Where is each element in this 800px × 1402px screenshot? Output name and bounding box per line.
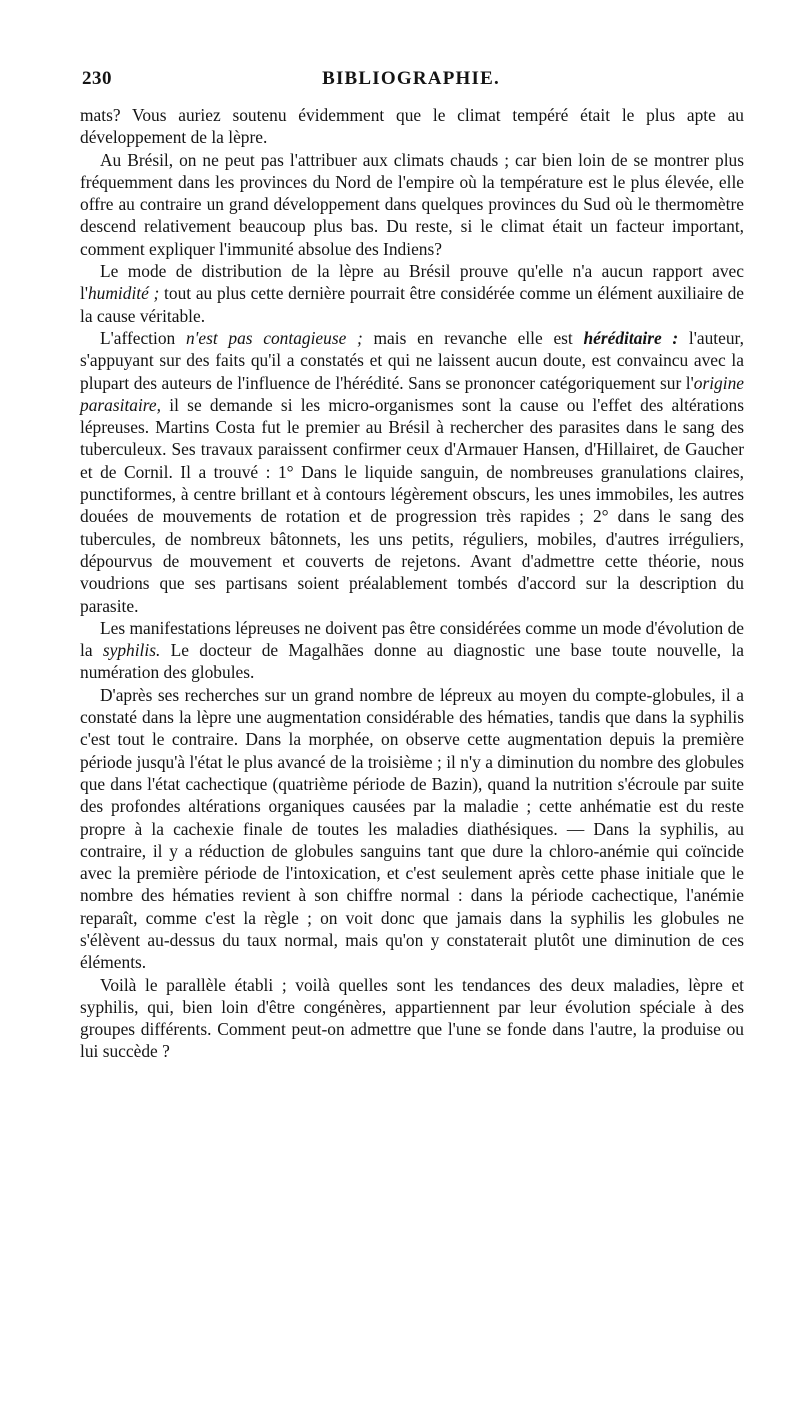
paragraph-4-emphasis-1: n'est pas contagieuse ; — [185, 327, 363, 348]
paragraph-5 — [80, 617, 744, 684]
paragraph-2: Au Brésil, on ne peut pas l'attribuer aux climats chauds ; car bien loin de se montrer plus fréquemment dans les provinces du Nord de l'empire où la température est le plus élevée, elle offre au contraire un grand développement dans quelques provinces du Sud où le thermomètre descend relativement beaucoup plus bas. Du reste, si le climat était un facteur important, comment expliquer l'immunité absolue des Indiens? — [80, 149, 744, 259]
page-number: 230 — [82, 68, 112, 89]
paragraph-7: Voilà le parallèle établi ; voilà quelles sont les tendances des deux maladies, lèpre et syphilis, qui, bien loin d'être congénères, appartiennent par leur évolution spéciale à des groupes différents. Comment peut-on admettre que l'une se fonde dans l'autre, la produise ou lui succède ? — [80, 974, 744, 1062]
paragraph-5-emphasis: syphilis. — [102, 640, 161, 661]
paragraph-4-text-a: L'affection — [100, 327, 186, 348]
paragraph-4-text-b: mais en revanche elle est — [362, 327, 584, 348]
paragraph-3 — [80, 260, 744, 327]
paragraph-4-emphasis-2: héréditaire : — [583, 327, 679, 348]
paragraph-6: D'après ses recherches sur un grand nombre de lépreux au moyen du compte-globules, il a constaté dans la lèpre une augmentation considérable des hématies, tandis que dans la syphilis c'est tout le contraire. Dans la morphée, on observe cette augmentation depuis la première période jusqu'à l'état le plus avancé de la troisième ; il n'y a diminution du nombre des globules que dans l'état cachectique (quatrième période de Bazin), quand la nutrition s'écroule par suite des profondes altérations organiques causées par la maladie ; cette anhématie est du reste propre à la cachexie finale de toutes les maladies diathésiques. — Dans la syphilis, au contraire, il y a réduction de globules sanguins tant que dure la chloro-anémie qui coïncide avec la première période de l'intoxication, et c'est seulement après cette phase initiale que le nombre des hématies revient à son chiffre normal : dans la période cachectique, l'anémie reparaît, comme c'est la règle ; on voit donc que jamais dans la syphilis les globules ne s'élèvent au-dessus du taux normal, mais qu'on y constaterait plutôt une diminution de ces éléments. — [80, 684, 744, 973]
paragraph-1: mats? Vous auriez soutenu évidemment que le climat tempéré était le plus apte au développement de la lèpre. — [80, 105, 744, 148]
paragraph-4-text-c: l'auteur, s'appuyant sur des faits qu'il a constatés et qui ne laissent aucun doute, est convaincu avec la plupart des auteurs de l'influence de l'hérédité. Sans se prononcer catégoriquement sur l' — [80, 327, 744, 393]
paragraph-5-text-b: Le docteur de Magalhães donne au diagnostic une base toute nouvelle, la numération des globules. — [80, 640, 744, 683]
body-text — [80, 104, 744, 1063]
paragraph-3-emphasis: humidité ; — [87, 283, 160, 304]
paragraph-4 — [80, 327, 744, 617]
paragraph-3-text-b: tout au plus cette dernière pourrait être considérée comme un élément auxiliaire de la cause véritable. — [80, 283, 745, 326]
paragraph-4-text-d: il se demande si les micro-organismes sont la cause ou l'effet des altérations lépreuses. Martins Costa fut le premier au Brésil à rechercher des parasites dans le sang des tuberculeux. Ses travaux paraissent confirmer ceux d'Armauer Hansen, d'Hillairet, de Gaucher et de Cornil. Il a trouvé : 1° Dans le liquide sanguin, de nombreuses granulations claires, punctiformes, à centre brillant et à contours légèrement obscurs, les unes immobiles, les autres douées de mouvements de rotation et de progression très rapides ; 2° dans le sang des tubercules, de nombreux bâtonnets, les uns petits, réguliers, mobiles, d'autres irréguliers, dépourvus de mouvement et couverts de rejetons. Avant d'admettre cette théorie, nous voudrions que ses partisans soient préalablement tombés d'accord sur la description du parasite. — [80, 394, 744, 616]
running-title: BIBLIOGRAPHIE. — [322, 68, 500, 89]
paragraph-4-emphasis-3: origine parasitaire, — [80, 372, 744, 415]
paragraph-5-text-a: Les manifestations lépreuses ne doivent pas être considérées comme un mode d'évolution de la — [80, 617, 744, 661]
page-header — [82, 68, 740, 94]
paragraph-3-text-a: Le mode de distribution de la lèpre au Brésil prouve qu'elle n'a aucun rapport avec l' — [80, 261, 744, 304]
